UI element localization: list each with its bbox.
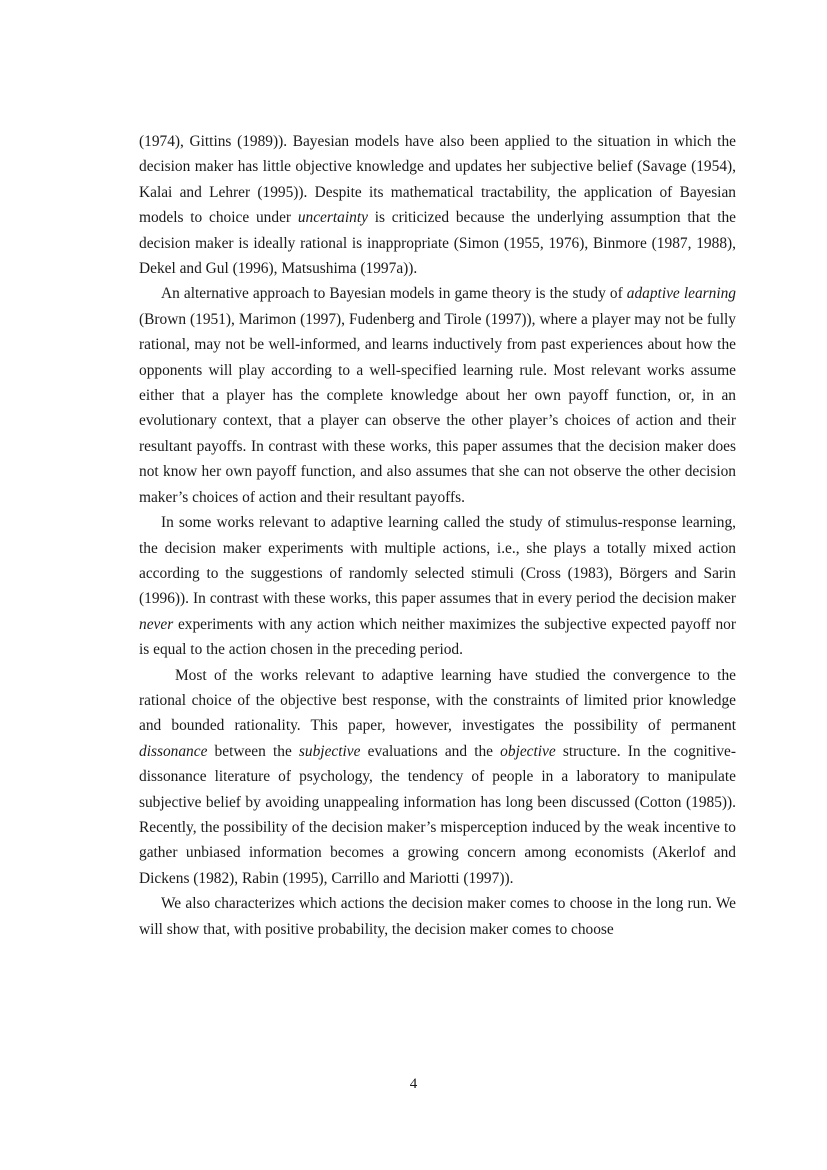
paragraph-4 (139, 663, 736, 892)
paragraph-3 (139, 510, 736, 662)
paragraph-3-run: experiments with any action which neither maximizes the subjective expected payoff nor is equal to the action chosen in the preceding period. (139, 615, 736, 659)
body-text (139, 129, 736, 942)
paragraph-4-run: structure. In the cognitive-dissonance literature of psychology, the tendency of people in a laboratory to manipulate subjective belief by avoiding unappealing information has long been discussed (Cotton (1985)). Recently, the possibility of the decision maker’s misperception induced by the weak incentive to gather unbiased information becomes a growing concern among economists (Akerlof and Dickens (1982), Rabin (1995), Carrillo and Mariotti (1997)). (139, 742, 737, 887)
italic-term-dissonance: dissonance (139, 742, 208, 760)
italic-term-adaptive-learning: adaptive learning (626, 285, 736, 303)
paragraph-2-run: (Brown (1951), Marimon (1997), Fudenberg and Tirole (1997)), where a player may not be fully rational, may not be well-informed, and learns inductively from past experiences about how the opponents will play according to a well-specified learning rule. Most relevant works assume either that a player has the complete knowledge about her own payoff function, or, in an evolutionary context, that a player can observe the other player’s choices of action and their resultant payoffs. In contrast with these works, this paper assumes that the decision maker does not know her own payoff function, and also assumes that she can not observe the other decision maker’s choices of action and their resultant payoffs. (139, 310, 736, 506)
paragraph-4-run: Most of the works relevant to adaptive learning have studied the convergence to the rational choice of the objective best response, with the constraints of limited prior knowledge and bounded rationality. This paper, however, investigates the possibility of permanent (139, 666, 736, 735)
paragraph-5 (139, 891, 736, 942)
paragraph-4-run: between the (207, 742, 299, 760)
paragraph-1-run: (1974), Gittins (1989)). Bayesian models have also been applied to the situation in which the decision maker has little objective knowledge and updates her subjective belief (Savage (1954), Kalai and Lehrer (1995)). Despite its mathematical tractability, the application of Bayesian models to choice under (139, 133, 736, 227)
paragraph-2 (139, 281, 736, 510)
paragraph-3-run: In some works relevant to adaptive learning called the study of stimulus-response learning, the decision maker experiments with multiple actions, i.e., she plays a totally mixed action according to the suggestions of randomly selected stimuli (Cross (1983), Börgers and Sarin (1996)). In contrast with these works, this paper assumes that in every period the decision maker (139, 514, 736, 608)
italic-term-never: never (139, 615, 174, 633)
paragraph-2-run: An alternative approach to Bayesian models in game theory is the study of (161, 285, 627, 303)
paragraph-1-run: is criticized because the underlying assumption that the decision maker is ideally rational is inappropriate (Simon (1955, 1976), Binmore (1987, 1988), Dekel and Gul (1996), Matsushima (1997a)). (139, 209, 736, 278)
paragraph-1 (139, 129, 736, 281)
italic-term-subjective: subjective (298, 742, 361, 760)
paragraph-4-run: evaluations and the (360, 742, 501, 760)
italic-term-uncertainty: uncertainty (297, 209, 368, 227)
page-number: 4 (409, 1076, 418, 1092)
italic-term-objective: objective (500, 742, 556, 760)
paragraph-5-run: We also characterizes which actions the decision maker comes to choose in the long run. We will show that, with positive probability, the decision maker comes to choose (139, 895, 736, 938)
